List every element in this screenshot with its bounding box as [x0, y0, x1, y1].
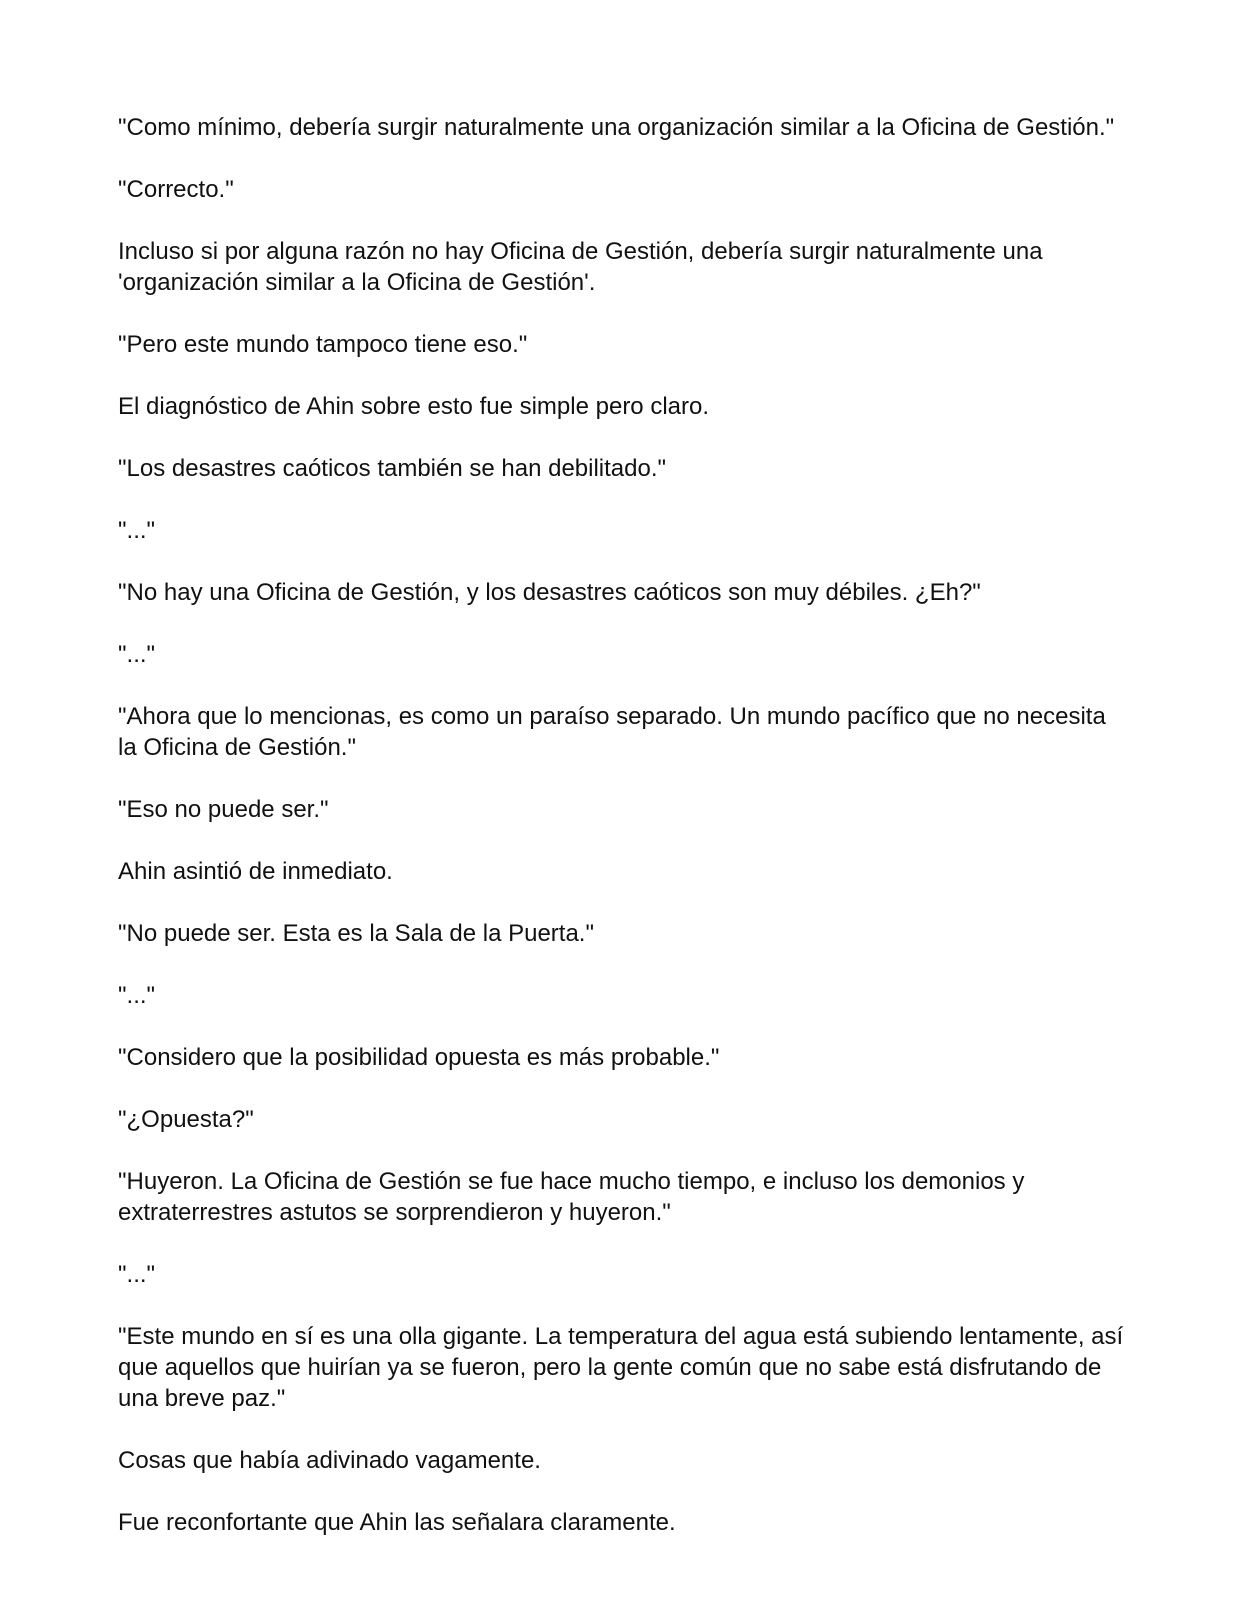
- paragraph-18: "...": [118, 1261, 156, 1288]
- paragraph-17: "Huyeron. La Oficina de Gestión se fue hace mucho tiempo, e incluso los demonios y extraterrestres astutos se sorprendieron y huyeron.": [118, 1168, 1025, 1226]
- paragraph-10: "Ahora que lo mencionas, es como un paraíso separado. Un mundo pacífico que no necesita la Oficina de Gestión.": [118, 703, 1106, 761]
- paragraph-13: "No puede ser. Esta es la Sala de la Puerta.": [118, 920, 594, 947]
- paragraph-4: "Pero este mundo tampoco tiene eso.": [118, 331, 528, 358]
- paragraph-6: "Los desastres caóticos también se han debilitado.": [118, 455, 667, 482]
- paragraph-8: "No hay una Oficina de Gestión, y los desastres caóticos son muy débiles. ¿Eh?": [118, 579, 981, 606]
- paragraph-1: "Como mínimo, debería surgir naturalmente una organización similar a la Oficina de Gestión.": [118, 114, 1115, 141]
- paragraph-16: "¿Opuesta?": [118, 1106, 254, 1133]
- paragraph-20: Cosas que había adivinado vagamente.: [118, 1447, 541, 1474]
- paragraph-5: El diagnóstico de Ahin sobre esto fue simple pero claro.: [118, 393, 710, 420]
- paragraph-15: "Considero que la posibilidad opuesta es más probable.": [118, 1044, 720, 1071]
- paragraph-19: "Este mundo en sí es una olla gigante. La temperatura del agua está subiendo lentamente, así que aquellos que huirían ya se fueron, pero la gente común que no sabe está disfrutando de una breve paz.": [118, 1323, 1124, 1412]
- paragraph-12: Ahin asintió de inmediato.: [118, 858, 393, 885]
- paragraph-7: "...": [118, 517, 156, 544]
- document-page: [118, 112, 1128, 1569]
- paragraph-14: "...": [118, 982, 156, 1009]
- paragraph-21: Fue reconfortante que Ahin las señalara claramente.: [118, 1509, 676, 1536]
- paragraph-2: "Correcto.": [118, 176, 234, 203]
- paragraph-9: "...": [118, 641, 156, 668]
- paragraph-11: "Eso no puede ser.": [118, 796, 329, 823]
- paragraph-3: Incluso si por alguna razón no hay Oficina de Gestión, debería surgir naturalmente una 'organización similar a la Oficina de Gestión'.: [118, 238, 1043, 296]
